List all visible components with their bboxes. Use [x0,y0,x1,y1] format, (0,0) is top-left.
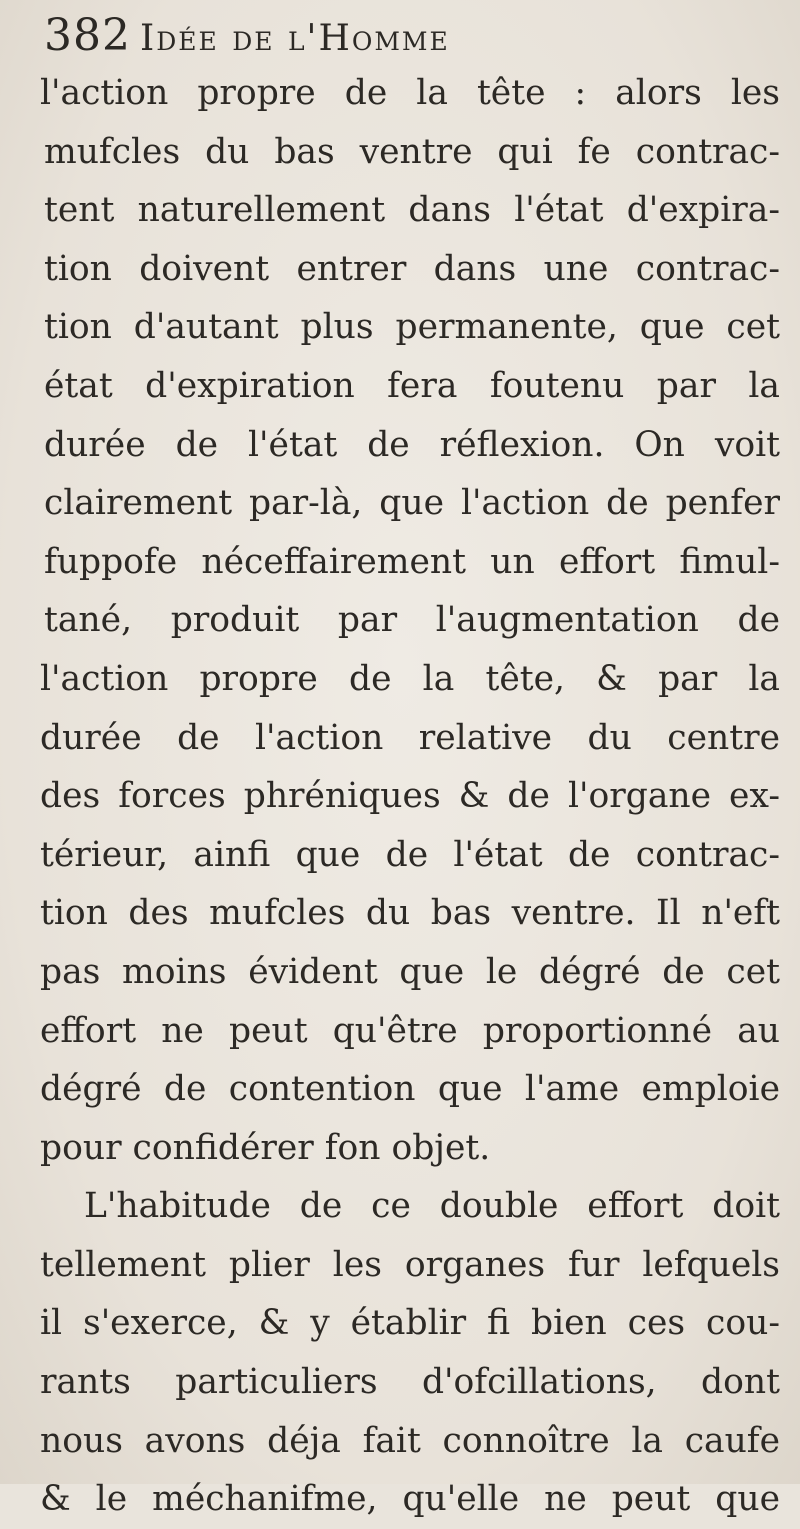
text-line: tion d'autant plus permanente, que cet [44,307,780,348]
text-line: tion doivent entrer dans une contrac- [44,248,780,289]
text-line: l'action propre de la tête, & par la [40,658,780,699]
text-line: nous avons déja fait connoître la caufe [40,1420,780,1461]
text-line: & le méchanifme, qu'elle ne peut que [40,1479,780,1520]
text-line: tent naturellement dans l'état d'expira- [44,190,780,231]
text-line: effort ne peut qu'être proportionné au [40,1010,780,1051]
page-header [44,10,450,66]
paragraph-end-line: pour confidérer fon objet. [40,1127,491,1168]
running-title: Idée de l'Homme [140,18,450,59]
text-line: tané, produit par l'augmentation de [44,600,780,641]
text-line: pas moins évident que le dégré de cet [40,951,780,992]
text-line: rants particuliers d'ofcillations, dont [40,1362,780,1403]
text-line: l'action propre de la tête : alors les [40,73,780,113]
text-line: tion des mufcles du bas ventre. Il n'eft [40,893,780,934]
text-line: il s'exerce, & y établir fi bien ces cou- [40,1303,780,1344]
text-line: mufcles du bas ventre qui fe contrac- [44,131,780,172]
text-line: clairement par-là, que l'action de penfer [44,483,780,524]
text-line: dégré de contention que l'ame emploie [40,1069,780,1110]
text-line: tellement plier les organes fur lefquels [40,1244,780,1285]
text-line: durée de l'état de réflexion. On voit [44,424,780,465]
text-line: térieur, ainfi que de l'état de contrac- [40,834,780,875]
page-number: 382 [44,10,131,61]
text-line: durée de l'action relative du centre [40,717,780,758]
text-line: fuppofe néceffairement un effort fimul- [44,541,780,582]
body-text [40,64,780,1529]
text-line: des forces phréniques & de l'organe ex- [40,776,780,817]
paragraph-start-line: L'habitude de ce double effort doit [84,1186,780,1227]
text-line: état d'expiration fera foutenu par la [44,365,780,406]
